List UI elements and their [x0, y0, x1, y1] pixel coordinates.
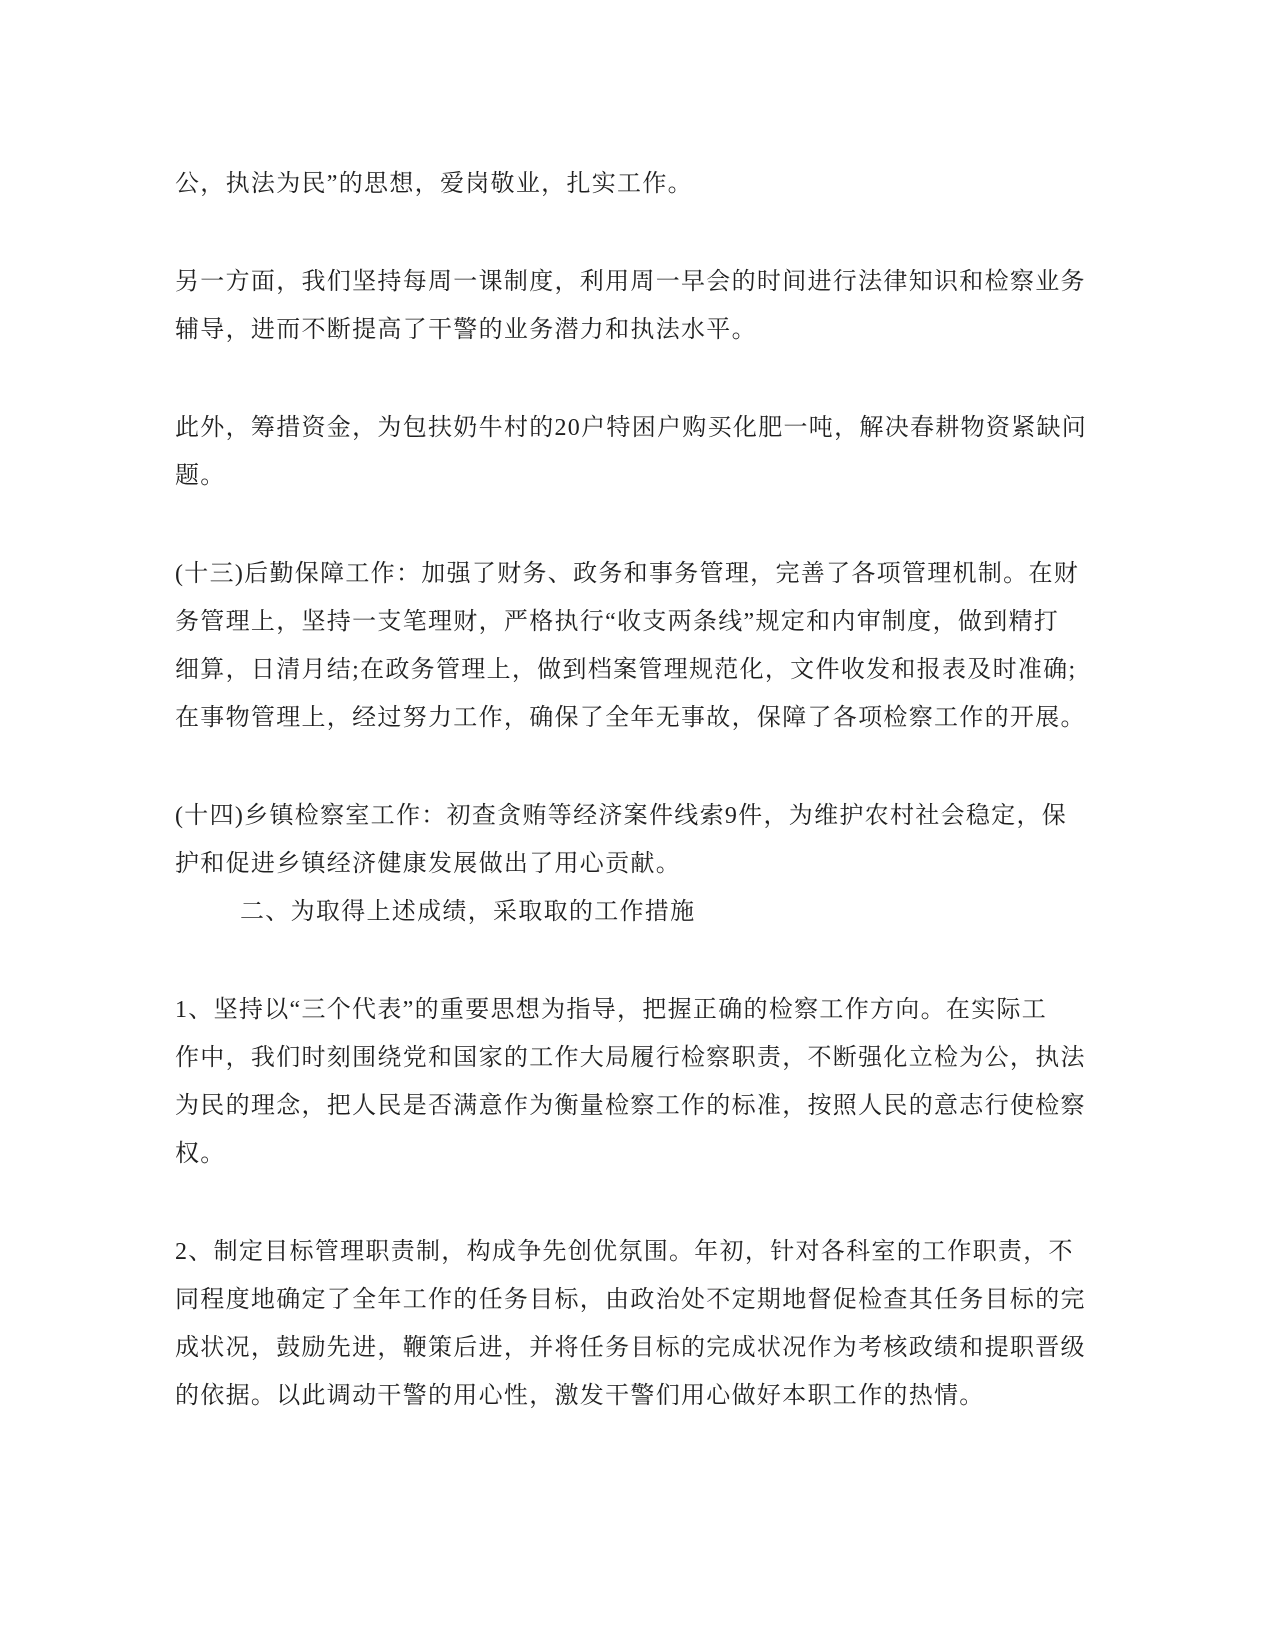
- text-line: 的依据。以此调动干警的用心性，激发干警们用心做好本职工作的热情。: [175, 1383, 985, 1409]
- paragraph: [175, 258, 1090, 354]
- text-line: 务管理上，坚持一支笔理财，严格执行“收支两条线”规定和内审制度，做到精打: [175, 609, 1060, 635]
- text-line: 二、为取得上述成绩，采取取的工作措施: [240, 899, 696, 925]
- document-body: [175, 160, 1090, 1420]
- text-line: 同程度地确定了全年工作的任务目标，由政治处不定期地督促检查其任务目标的完: [175, 1287, 1086, 1313]
- text-line: 为民的理念，把人民是否满意作为衡量检察工作的标准，按照人民的意志行使检察: [175, 1093, 1086, 1119]
- paragraph: [175, 888, 1090, 936]
- text-line: 权。: [175, 1141, 226, 1167]
- paragraph: [175, 160, 1090, 208]
- text-line: 在事物管理上，经过努力工作，确保了全年无事故，保障了各项检察工作的开展。: [175, 705, 1086, 731]
- text-line: 护和促进乡镇经济健康发展做出了用心贡献。: [175, 851, 681, 877]
- paragraph: [175, 792, 1090, 888]
- text-line: 另一方面，我们坚持每周一课制度，利用周一早会的时间进行法律知识和检察业务: [175, 269, 1086, 295]
- text-line: 辅导，进而不断提高了干警的业务潜力和执法水平。: [175, 317, 757, 343]
- text-line: 作中，我们时刻围绕党和国家的工作大局履行检察职责，不断强化立检为公，执法: [175, 1045, 1086, 1071]
- text-line: 题。: [175, 463, 226, 489]
- paragraph: [175, 986, 1090, 1178]
- text-line: 1、坚持以“三个代表”的重要思想为指导，把握正确的检察工作方向。在实际工: [175, 997, 1048, 1023]
- paragraph: [175, 550, 1090, 742]
- text-line: (十四)乡镇检察室工作：初查贪贿等经济案件线索9件，为维护农村社会稳定，保: [175, 803, 1068, 829]
- text-line: (十三)后勤保障工作：加强了财务、政务和事务管理，完善了各项管理机制。在财: [175, 561, 1080, 587]
- paragraph: [175, 1228, 1090, 1420]
- text-line: 2、制定目标管理职责制，构成争先创优氛围。年初，针对各科室的工作职责，不: [175, 1239, 1074, 1265]
- text-line: 此外，筹措资金，为包扶奶牛村的20户特困户购买化肥一吨，解决春耕物资紧缺问: [175, 415, 1088, 441]
- text-line: 公，执法为民”的思想，爱岗敬业，扎实工作。: [175, 171, 693, 197]
- paragraph: [175, 404, 1090, 500]
- text-line: 成状况，鼓励先进，鞭策后进，并将任务目标的完成状况作为考核政绩和提职晋级: [175, 1335, 1086, 1361]
- text-line: 细算，日清月结;在政务管理上，做到档案管理规范化，文件收发和报表及时准确;: [175, 657, 1077, 683]
